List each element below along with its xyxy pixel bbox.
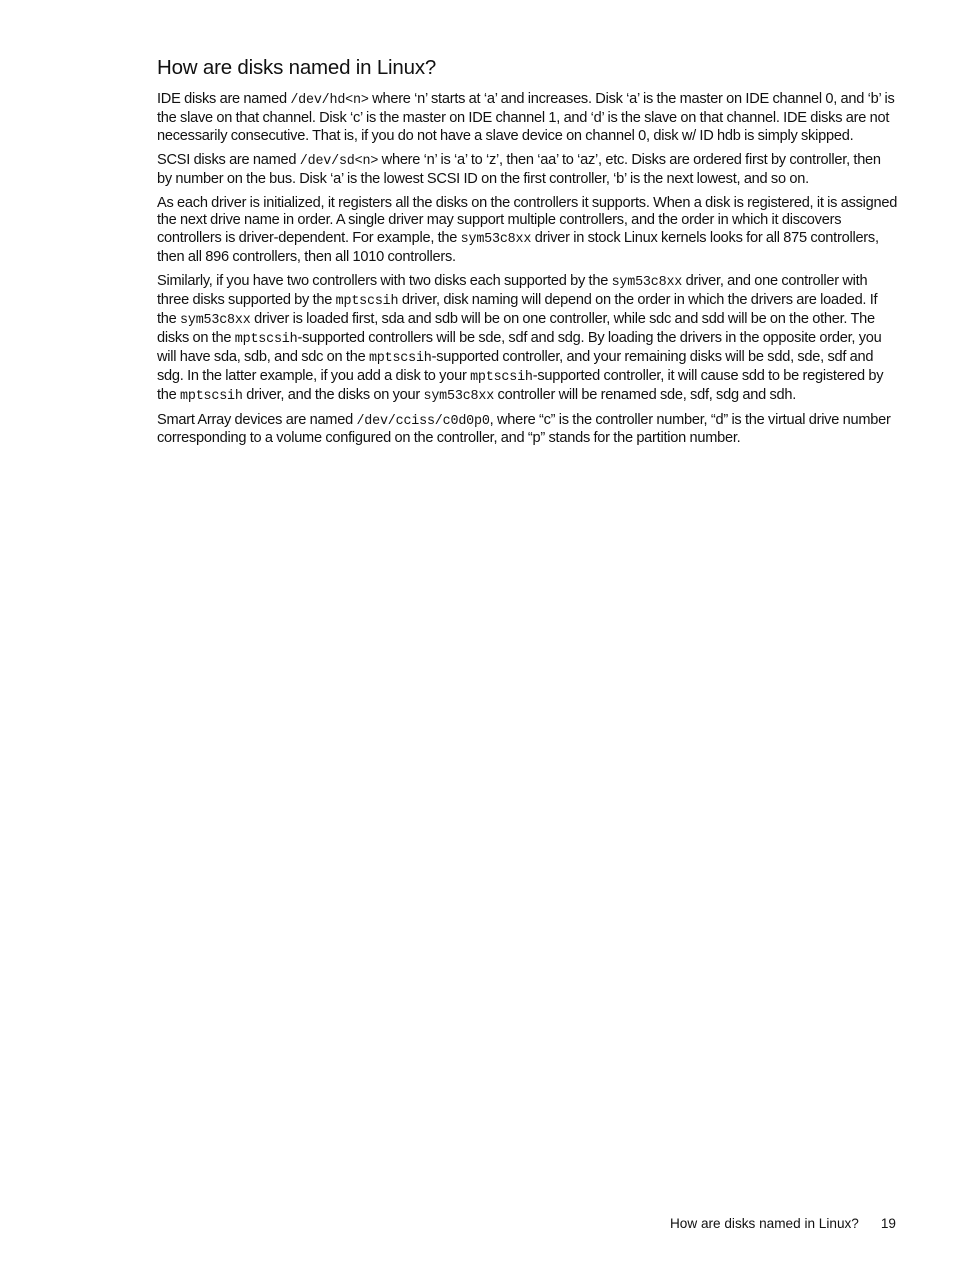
text-run: -supported controller, it will cause sdd to be registered by the [157, 367, 884, 403]
page-footer [670, 1214, 896, 1234]
text-run: driver, disk naming will depend on the order in which the drivers are loaded. If the [157, 292, 878, 327]
text-run: As each driver is initialized, it registers all the disks on the controllers it supports. When a disk is registered, it is assigned the next drive name in order. A single driver may support multiple controllers, and the order in which it discovers controllers is driver-dependent. For example, the [157, 194, 898, 247]
text-run: driver in stock Linux kernels looks for all 875 controllers, then all 896 controllers, then all 1010 controllers. [157, 230, 879, 266]
paragraph-smart-array [157, 412, 899, 449]
text-run: where ‘n’ is ‘a’ to ‘z’, then ‘aa’ to ‘az’, etc. Disks are ordered first by controller, then by number on the bus. Disk ‘a’ is the lowest SCSI ID on the first controller, ‘b’ is the next lowest, and so on. [157, 151, 881, 187]
inline-code: sym53c8xx [180, 312, 251, 328]
inline-code: mptscsih [368, 350, 432, 366]
paragraph-ide-disks [157, 91, 899, 146]
inline-code: /dev/hd<n> [290, 93, 369, 108]
text-run: -supported controller, and your remaining disks will be sdd, sde, sdf and sdg. In the latter example, if you add a disk to your [157, 348, 874, 384]
text-run: Similarly, if you have two controllers with two disks each supported by the [157, 273, 612, 290]
paragraph-scsi-disks [157, 152, 899, 189]
text-run: driver, and one controller with three disks supported by the [157, 273, 868, 309]
text-run: Smart Array devices are named [157, 411, 357, 428]
inline-code: sym53c8xx [423, 388, 495, 404]
text-run: driver, and the disks on your [242, 386, 424, 403]
inline-code: mptscsih [335, 294, 399, 310]
text-run: , where “c” is the controller number, “d” is the virtual drive number corresponding to a volume configured on the controller, and “p” stands for the partition number. [157, 411, 891, 447]
inline-code: mptscsih [180, 388, 243, 404]
inline-code: /dev/sd<n> [299, 153, 379, 169]
footer-section-title: How are disks named in Linux? [669, 1216, 859, 1231]
text-run: driver is loaded first, sda and sdb will be on one controller, while sdc and sdd will be on the other. The disks on the [157, 310, 875, 346]
text-run: -supported controllers will be sde, sdf and sdg. By loading the drivers in the opposite order, you will have sda, sdb, and sdc on the [157, 329, 882, 365]
inline-code: sym53c8xx [611, 275, 683, 291]
inline-code: mptscsih [470, 369, 533, 385]
text-run: where ‘n’ starts at ‘a’ and increases. Disk ‘a’ is the master on IDE channel 0, and ‘b’ is the slave on that channel. Disk ‘c’ is the master on IDE channel 1, and ‘d’ is the slave on that channel. IDE disks are not necessarily consecutive. That is, if you do not have a slave device on channel 0, disk w/ ID hdb is simply skipped. [157, 91, 895, 144]
paragraph-driver-load-order [157, 273, 899, 405]
text-run: IDE disks are named [157, 91, 291, 107]
inline-code: mptscsih [234, 331, 298, 347]
page-content [157, 54, 899, 454]
body-text [157, 91, 899, 448]
paragraph-driver-initialization [157, 195, 899, 268]
page-number: 19 [880, 1216, 896, 1231]
inline-code: sym53c8xx [460, 232, 532, 248]
section-heading: How are disks named in Linux? [157, 56, 437, 79]
text-run: SCSI disks are named [157, 151, 300, 168]
text-run: controller will be renamed sde, sdf, sdg and sdh. [494, 386, 797, 403]
inline-code: /dev/cciss/c0d0p0 [356, 413, 490, 429]
